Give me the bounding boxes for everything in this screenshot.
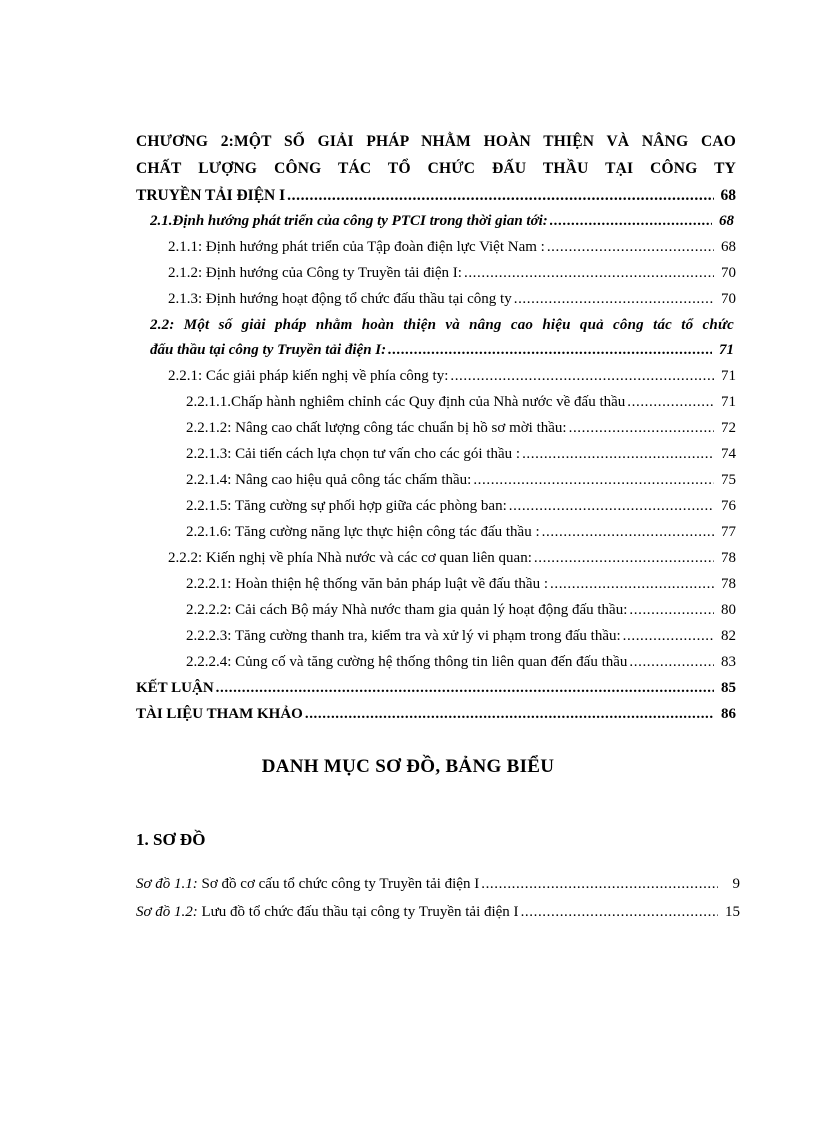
toc-entry-2-2-2[interactable] bbox=[168, 546, 736, 570]
toc-entry-text: TÀI LIỆU THAM KHẢO bbox=[136, 706, 303, 722]
toc-entry-2-2[interactable] bbox=[150, 338, 734, 362]
dot-leader bbox=[550, 209, 712, 233]
toc-page-number: 75 bbox=[721, 472, 736, 488]
toc-entry-text: 2.2.2.2: Cải cách Bộ máy Nhà nước tham gia quản lý hoạt động đấu thầu: bbox=[186, 602, 628, 618]
toc-entry-2-1-1[interactable] bbox=[168, 235, 736, 259]
dot-leader bbox=[481, 872, 718, 896]
dot-leader bbox=[521, 900, 718, 924]
toc-entry-2-2-1[interactable] bbox=[168, 364, 736, 388]
toc-entry-text: 2.2.1.1.Chấp hành nghiêm chỉnh các Quy định của Nhà nước về đấu thầu bbox=[186, 394, 626, 410]
toc-page-number: 68 bbox=[719, 213, 734, 229]
toc-entry-text: 2.2.1.2: Nâng cao chất lượng công tác chuẩn bị hồ sơ mời thầu: bbox=[186, 420, 567, 436]
toc-entry-references[interactable] bbox=[136, 702, 736, 726]
toc-page-number: 71 bbox=[721, 368, 736, 384]
dot-leader bbox=[627, 390, 714, 414]
dot-leader bbox=[550, 572, 714, 596]
toc-page-number: 68 bbox=[721, 239, 736, 255]
toc-entry-2-2-1-3[interactable] bbox=[186, 442, 736, 466]
dot-leader bbox=[514, 287, 714, 311]
dot-leader bbox=[623, 624, 714, 648]
list-of-figures-title: DANH MỤC SƠ ĐỒ, BẢNG BIỂU bbox=[261, 756, 555, 777]
toc-entry-2-2-1-2[interactable] bbox=[186, 416, 736, 440]
toc-entry-2-1[interactable] bbox=[150, 209, 734, 233]
toc-entry-text: 2.2.1.4: Nâng cao hiệu quả công tác chấm thầu: bbox=[186, 472, 472, 488]
toc-entry-text: 2.2.1.5: Tăng cường sự phối hợp giữa các phòng ban: bbox=[186, 498, 507, 514]
toc-page-number: 70 bbox=[721, 265, 736, 281]
toc-page-number: 76 bbox=[721, 498, 736, 514]
toc-page-number: 83 bbox=[721, 654, 736, 670]
diagram-entry-1-1[interactable] bbox=[136, 872, 740, 896]
dot-leader bbox=[305, 702, 714, 726]
toc-page-number: 82 bbox=[721, 628, 736, 644]
toc-entry-text: TRUYỀN TẢI ĐIỆN I bbox=[136, 187, 286, 204]
toc-entry-text: KẾT LUẬN bbox=[136, 680, 214, 696]
toc-page-number: 70 bbox=[721, 291, 736, 307]
toc-page-number: 68 bbox=[720, 187, 736, 204]
dot-leader bbox=[473, 468, 714, 492]
dot-leader bbox=[569, 416, 714, 440]
toc-entry-conclusion[interactable] bbox=[136, 676, 736, 700]
toc-entry-chapter-2[interactable] bbox=[136, 184, 736, 208]
diagram-caption: Lưu đồ tổ chức đấu thầu tại công ty Truyền tải điện I bbox=[197, 904, 519, 920]
dot-leader bbox=[509, 494, 714, 518]
diagram-label: Sơ đồ 1.2: bbox=[136, 904, 198, 920]
dot-leader bbox=[287, 184, 714, 208]
toc-entry-2-2-1-1[interactable] bbox=[186, 390, 736, 414]
toc-entry-text: 2.1.1: Định hướng phát triển của Tập đoàn điện lực Việt Nam : bbox=[168, 239, 545, 255]
diagram-caption: Sơ đồ cơ cấu tổ chức công ty Truyền tải điện I bbox=[197, 876, 480, 892]
dot-leader bbox=[547, 235, 714, 259]
toc-entry-2-2-2-2[interactable] bbox=[186, 598, 736, 622]
toc-entry-text: 2.2.2: Kiến nghị về phía Nhà nước và các cơ quan liên quan: bbox=[168, 550, 532, 566]
section-heading-diagrams: 1. SƠ ĐỒ bbox=[136, 830, 206, 849]
toc-page-number: 85 bbox=[721, 680, 736, 696]
toc-entry-text: 2.1.2: Định hướng của Công ty Truyền tải điện I: bbox=[168, 265, 462, 281]
toc-page-number: 71 bbox=[719, 342, 734, 358]
toc-entry-2-2-2-4[interactable] bbox=[186, 650, 736, 674]
toc-entry-2-2-1-6[interactable] bbox=[186, 520, 736, 544]
dot-leader bbox=[464, 261, 714, 285]
toc-page-number: 71 bbox=[721, 394, 736, 410]
toc-entry-text: đấu thầu tại công ty Truyền tải điện I: bbox=[150, 342, 387, 358]
toc-entry-2-2-2-1[interactable] bbox=[186, 572, 736, 596]
toc-entry-2-2-1-5[interactable] bbox=[186, 494, 736, 518]
diagram-label: Sơ đồ 1.1: bbox=[136, 876, 198, 892]
diagram-entry-1-2[interactable] bbox=[136, 900, 740, 924]
toc-page-number: 77 bbox=[721, 524, 736, 540]
toc-entry-text: 2.1.Định hướng phát triển của công ty PTCI trong thời gian tới: bbox=[150, 213, 548, 229]
toc-page-number: 72 bbox=[721, 420, 736, 436]
toc-page-number: 80 bbox=[721, 602, 736, 618]
toc-entry-text: 2.2.1.3: Cải tiến cách lựa chọn tư vấn cho các gói thầu : bbox=[186, 446, 521, 462]
toc-entry-text: 2.2.1: Các giải pháp kiến nghị về phía công ty: bbox=[168, 368, 449, 384]
chapter-title-line-2: CHẤT LƯỢNG CÔNG TÁC TỔ CHỨC ĐẤU THẦU TẠI CÔNG TY bbox=[136, 160, 736, 177]
toc-entry-text: 2.2.2.3: Tăng cường thanh tra, kiểm tra và xử lý vi phạm trong đấu thầu: bbox=[186, 628, 621, 644]
dot-leader bbox=[216, 676, 714, 700]
toc-entry-2-1-2[interactable] bbox=[168, 261, 736, 285]
chapter-title-line-1: CHƯƠNG 2:MỘT SỐ GIẢI PHÁP NHẰM HOÀN THIỆN VÀ NÂNG CAO bbox=[136, 133, 736, 150]
toc-page-number: 78 bbox=[721, 550, 736, 566]
toc-entry-text: 2.2.2.1: Hoàn thiện hệ thống văn bản pháp luật về đấu thầu : bbox=[186, 576, 548, 592]
toc-page-number: 74 bbox=[721, 446, 736, 462]
toc-page-number: 86 bbox=[721, 706, 736, 722]
toc-entry-text: 2.1.3: Định hướng hoạt động tổ chức đấu thầu tại công ty bbox=[168, 291, 512, 307]
toc-entry-2-2-1-4[interactable] bbox=[186, 468, 736, 492]
dot-leader bbox=[534, 546, 714, 570]
toc-entry-2-2-2-3[interactable] bbox=[186, 624, 736, 648]
dot-leader bbox=[522, 442, 714, 466]
dot-leader bbox=[450, 364, 714, 388]
dot-leader bbox=[629, 650, 714, 674]
toc-entry-text: 2.2.1.6: Tăng cường năng lực thực hiện công tác đấu thầu : bbox=[186, 524, 540, 540]
diagram-page-number: 9 bbox=[732, 876, 740, 892]
toc-entry-2-1-3[interactable] bbox=[168, 287, 736, 311]
toc-page-number: 78 bbox=[721, 576, 736, 592]
toc-entry-text: 2.2.2.4: Củng cố và tăng cường hệ thống thông tin liên quan đến đấu thầu bbox=[186, 654, 628, 670]
dot-leader bbox=[388, 338, 712, 362]
dot-leader bbox=[542, 520, 714, 544]
diagram-page-number: 15 bbox=[725, 904, 740, 920]
toc-entry-2-2-line-1[interactable]: 2.2: Một số giải pháp nhằm hoàn thiện và nâng cao hiệu quả công tác tổ chức bbox=[150, 317, 734, 333]
dot-leader bbox=[629, 598, 714, 622]
